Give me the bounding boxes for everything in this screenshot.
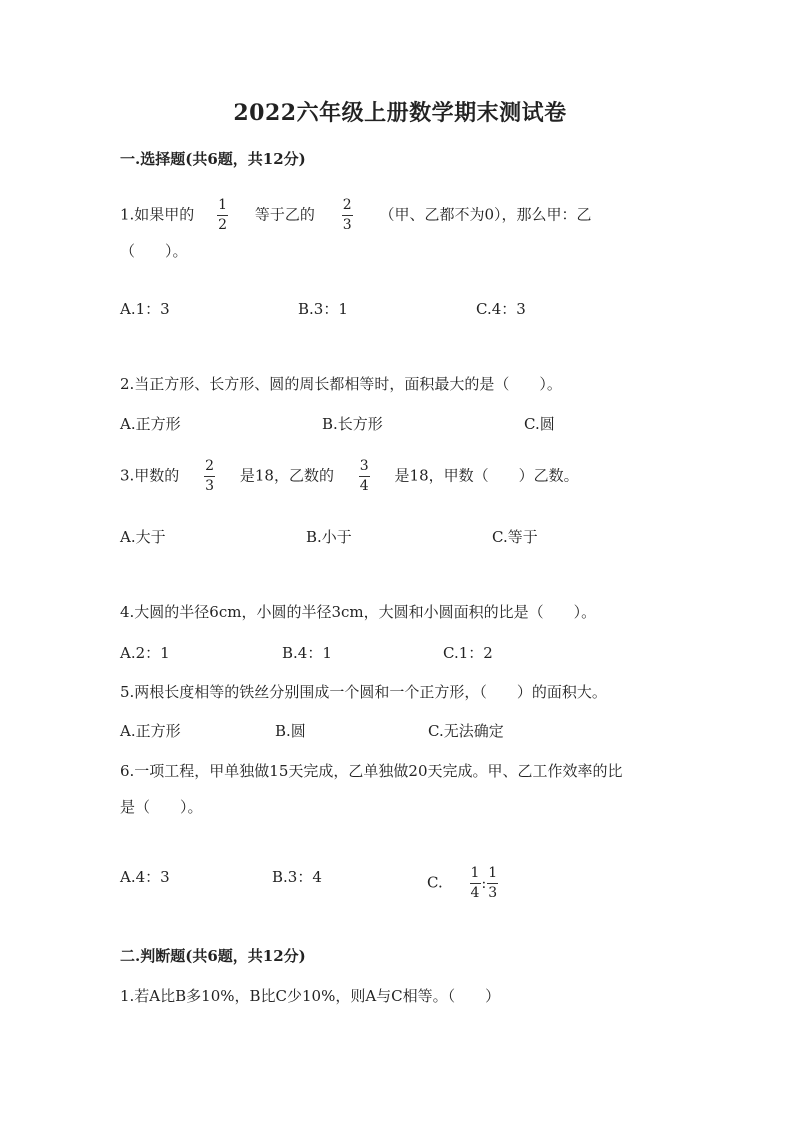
option-c: C.无法确定 bbox=[428, 722, 504, 740]
option-a: A.正方形 bbox=[120, 415, 181, 433]
option-c: C.圆 bbox=[524, 415, 555, 433]
option-b: B.小于 bbox=[306, 528, 352, 546]
section-heading-judgement: 二.判断题(共6题，共12分) bbox=[120, 947, 306, 965]
fraction: $\frac{1}{4}$ bbox=[470, 865, 480, 901]
fraction: $\frac{1}{3}$ bbox=[488, 865, 498, 901]
question-text: 3.甲数的 bbox=[120, 466, 180, 485]
question-2: 2.当正方形、长方形、圆的周长都相等时，面积最大的是（ ）。 bbox=[120, 375, 562, 393]
option-c: C.1：2 bbox=[443, 644, 493, 662]
option-b: B.长方形 bbox=[322, 415, 383, 433]
question-1-line2: （ ）。 bbox=[120, 242, 188, 260]
option-a: A.正方形 bbox=[120, 722, 181, 740]
question-6-line2: 是（ ）。 bbox=[120, 798, 203, 816]
fraction: $\frac{3}{4}$ bbox=[359, 458, 369, 494]
question-3 bbox=[120, 459, 579, 494]
question-text: 是18，甲数（ ）乙数。 bbox=[394, 466, 579, 485]
fraction: $\frac{1}{2}$ bbox=[218, 197, 228, 233]
option-b: B.圆 bbox=[275, 722, 306, 740]
question-text: 等于乙的 bbox=[254, 205, 315, 224]
question-4: 4.大圆的半径6cm，小圆的半径3cm，大圆和小圆面积的比是（ ）。 bbox=[120, 603, 597, 621]
option-c: C.4：3 bbox=[476, 300, 526, 318]
option-b: B.3：4 bbox=[272, 868, 322, 886]
question-1 bbox=[120, 198, 592, 233]
option-c: C. $\frac{1}{4}$ : $\frac{1}{3}$ bbox=[427, 865, 498, 901]
option-b: B.3：1 bbox=[298, 300, 348, 318]
option-b: B.4：1 bbox=[282, 644, 332, 662]
ratio-colon: : bbox=[481, 875, 487, 892]
fraction: $\frac{2}{3}$ bbox=[342, 197, 352, 233]
question-5: 5.两根长度相等的铁丝分别围成一个圆和一个正方形，（ ）的面积大。 bbox=[120, 683, 607, 701]
page-title: 2022六年级上册数学期末测试卷 bbox=[233, 100, 567, 126]
question-text: 1.如果甲的 bbox=[120, 205, 195, 224]
option-a: A.4：3 bbox=[120, 868, 170, 886]
option-c: C.等于 bbox=[492, 528, 538, 546]
question-6: 6.一项工程，甲单独做15天完成，乙单独做20天完成。甲、乙工作效率的比 bbox=[120, 762, 623, 780]
question-text: （甲、乙都不为0），那么甲：乙 bbox=[379, 205, 592, 224]
judgement-1: 1.若A比B多10%，B比C少10%，则A与C相等。（ ） bbox=[120, 987, 501, 1005]
section-heading-choice: 一.选择题(共6题，共12分) bbox=[120, 150, 306, 168]
option-a: A.大于 bbox=[120, 528, 166, 546]
option-a: A.2：1 bbox=[120, 644, 170, 662]
fraction: $\frac{2}{3}$ bbox=[205, 458, 215, 494]
option-a: A.1：3 bbox=[120, 300, 170, 318]
question-text: 是18，乙数的 bbox=[239, 466, 334, 485]
